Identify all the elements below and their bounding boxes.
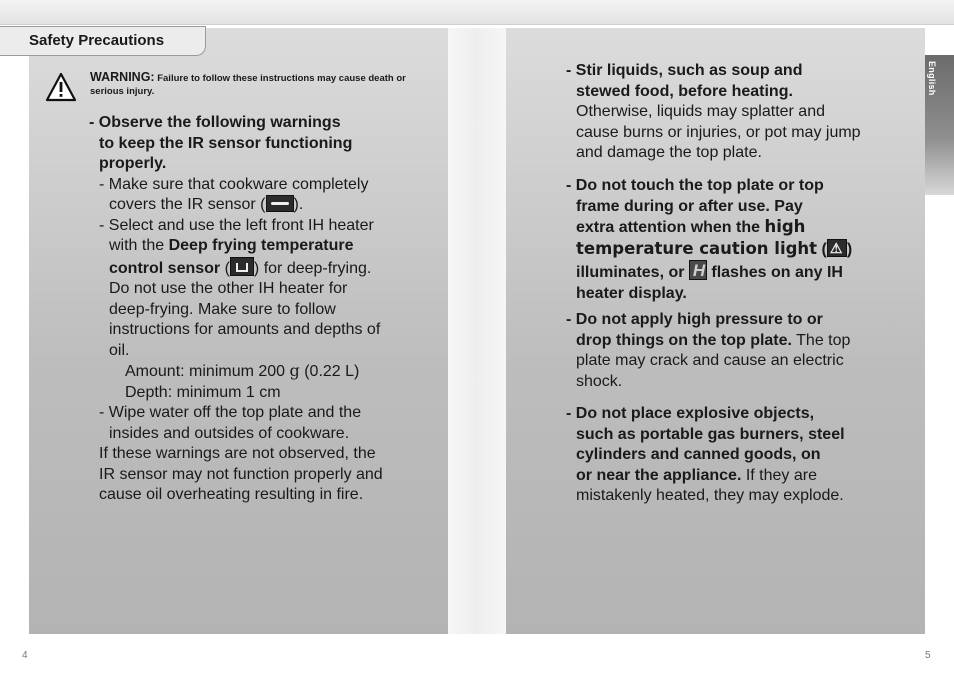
text-line: cause burns or injuries, or pot may jump: [576, 123, 861, 141]
text-line: - Do not touch the top plate or top: [566, 177, 824, 194]
ir-item-cookware: [89, 175, 429, 445]
ir-sensor-warning: [89, 113, 429, 506]
language-tab: [925, 55, 954, 195]
text-span: (: [220, 259, 230, 277]
text-line: insides and outsides of cookware.: [109, 424, 350, 442]
text-line: - Stir liquids, such as soup and: [566, 62, 803, 79]
text-span: g: [289, 361, 300, 380]
text-line: instructions for amounts and depths of: [109, 321, 381, 338]
text-span: Amount: minimum 200: [125, 363, 290, 380]
text-line: [99, 195, 429, 216]
text-line: - Wipe water off the top plate and the: [99, 404, 362, 421]
text-line: [566, 239, 911, 261]
ir-heading-line: to keep the IR sensor functioning: [99, 134, 353, 152]
heater-h-display-icon: [689, 260, 707, 280]
ir-heading-line: - Observe the following warnings: [89, 114, 341, 131]
text-line: - Do not place explosive objects,: [566, 405, 815, 422]
text-span: Deep frying temperature: [168, 237, 354, 254]
text-line: [99, 236, 429, 257]
text-line: [99, 257, 429, 280]
text-line: oil.: [109, 341, 130, 359]
warning-text: Failure to follow these instructions may cause death or serious injury.: [90, 73, 406, 97]
text-line: and damage the top plate.: [576, 144, 762, 161]
top-border: [0, 0, 954, 25]
pressure-warning: [566, 310, 911, 392]
deep-fry-sensor-icon: [230, 257, 254, 276]
section-title: Safety Precautions: [29, 32, 165, 49]
text-line: [566, 260, 911, 284]
text-span: (: [817, 240, 827, 258]
text-line: plate may crack and cause an electric: [576, 352, 844, 369]
text-line: Do not use the other IH heater for: [109, 280, 348, 297]
consequence-line: cause oil overheating resulting in fire.: [99, 486, 364, 503]
text-span: extra attention when the: [576, 219, 765, 236]
text-line: shock.: [576, 372, 623, 390]
text-span: control sensor: [109, 259, 221, 277]
hot-surface-warning: [566, 176, 911, 304]
text-line: - Select and use the left front IH heater: [99, 216, 374, 234]
warning-triangle-icon: [45, 72, 77, 102]
text-line: [566, 331, 911, 352]
text-line: Otherwise, liquids may splatter and: [576, 103, 825, 120]
text-span: (0.22 L): [299, 363, 360, 380]
consequence-line: IR sensor may not function properly and: [99, 465, 383, 483]
consequence-line: If these warnings are not observed, the: [99, 445, 376, 462]
text-span: flashes on any IH: [706, 264, 843, 281]
language-label: English: [927, 61, 937, 96]
page-number-left: 4: [22, 650, 28, 661]
text-line: cylinders and canned goods, on: [576, 446, 821, 463]
oil-amount: [99, 361, 429, 383]
text-line: [566, 217, 911, 239]
stir-liquids-warning: [566, 61, 911, 164]
text-span: covers the IR sensor (: [109, 196, 266, 213]
text-line: heater display.: [576, 284, 687, 302]
ir-sensor-icon: [266, 195, 294, 212]
text-line: - Do not apply high pressure to or: [566, 311, 823, 328]
oil-depth: Depth: minimum 1 cm: [125, 383, 281, 401]
text-span: ).: [293, 196, 304, 213]
text-line: deep-frying. Make sure to follow: [109, 300, 336, 318]
caution-light-icon: [827, 239, 847, 257]
text-span: high: [764, 217, 806, 236]
warning-statement: [90, 71, 410, 98]
text-span: illuminates, or: [576, 264, 689, 281]
text-line: [566, 466, 911, 487]
text-span: with the: [109, 237, 169, 254]
text-span: If they are: [741, 466, 817, 484]
page-number-right: 5: [925, 650, 931, 661]
text-span: ): [846, 240, 853, 258]
text-span: drop things on the top plate.: [576, 331, 792, 349]
text-span: or near the appliance.: [576, 466, 742, 484]
text-line: - Make sure that cookware completely: [99, 175, 369, 193]
text-span: The top: [791, 331, 851, 349]
text-line: stewed food, before heating.: [576, 82, 793, 100]
explosive-objects-warning: [566, 404, 911, 507]
text-line: frame during or after use. Pay: [576, 197, 803, 215]
text-span: ) for deep-frying.: [253, 259, 372, 277]
text-line: mistakenly heated, they may explode.: [576, 487, 844, 504]
text-span: temperature caution light: [576, 238, 818, 258]
ir-heading-line: properly.: [99, 155, 167, 172]
section-title-tab: [0, 26, 206, 56]
warning-label: WARNING:: [90, 70, 155, 84]
page-spine: [448, 28, 506, 634]
text-line: such as portable gas burners, steel: [576, 425, 845, 443]
